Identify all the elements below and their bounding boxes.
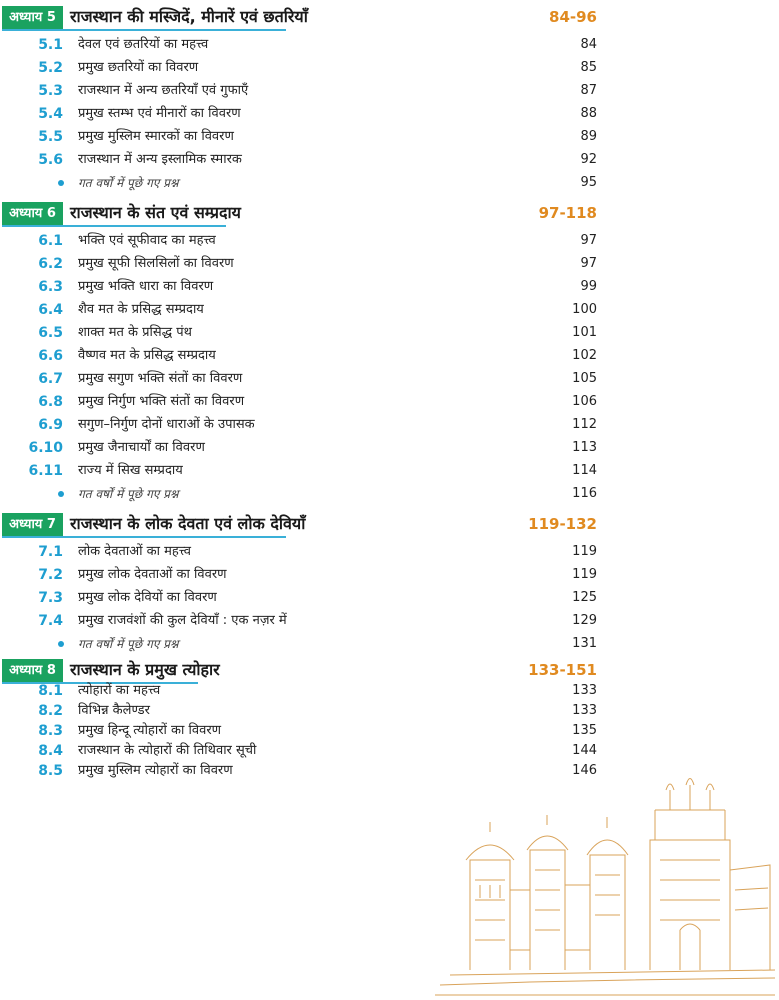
- section-number: 5.5: [38, 129, 63, 145]
- page-number: 92: [580, 152, 597, 167]
- chapter-page-range: 119-132: [528, 515, 597, 533]
- chapter-title: राजस्थान की मस्जिदें, मीनारें एवं छतरियाँ: [70, 7, 308, 26]
- bullet-icon: [58, 491, 64, 497]
- toc-entry: [0, 253, 779, 275]
- page-number: 95: [580, 175, 597, 190]
- page-number: 101: [572, 325, 597, 340]
- toc-entry: [0, 149, 779, 171]
- section-title: गत वर्षों में पूछे गए प्रश्न: [78, 176, 179, 190]
- page-number: 144: [572, 743, 597, 758]
- toc-entry: [0, 700, 779, 722]
- section-number: 7.3: [38, 590, 63, 606]
- chapter-title-underline: [2, 29, 286, 31]
- section-title: प्रमुख सगुण भक्ति संतों का विवरण: [78, 371, 243, 386]
- chapter-title: राजस्थान के प्रमुख त्योहार: [70, 660, 220, 679]
- chapter-page-range: 133-151: [528, 661, 597, 679]
- toc-entry: [0, 103, 779, 125]
- section-title: प्रमुख मुस्लिम त्योहारों का विवरण: [78, 763, 233, 778]
- section-number: 5.6: [38, 152, 63, 168]
- toc-entry: [0, 414, 779, 436]
- section-title: प्रमुख जैनाचार्यों का विवरण: [78, 440, 205, 455]
- section-number: 6.5: [38, 325, 63, 341]
- section-title: प्रमुख सूफी सिलसिलों का विवरण: [78, 256, 234, 271]
- section-number: 6.1: [38, 233, 63, 249]
- page-number: 87: [580, 83, 597, 98]
- toc-entry: [0, 610, 779, 632]
- section-number: 6.9: [38, 417, 63, 433]
- toc-entry: [0, 437, 779, 459]
- section-title: राजस्थान के त्योहारों की तिथिवार सूची: [78, 743, 257, 758]
- page-number: 131: [572, 636, 597, 651]
- toc-entry: [0, 57, 779, 79]
- toc-entry: [0, 368, 779, 390]
- section-title: राजस्थान में अन्य छतरियाँ एवं गुफाएँ: [78, 83, 249, 98]
- section-number: 8.2: [38, 703, 63, 719]
- toc-entry: [0, 322, 779, 344]
- page-number: 114: [572, 463, 597, 478]
- page-number: 133: [572, 683, 597, 698]
- chapter-header: [0, 198, 779, 228]
- section-title: देवल एवं छतरियों का महत्त्व: [78, 37, 209, 52]
- toc-entry: [0, 680, 779, 702]
- section-number: 8.1: [38, 683, 63, 699]
- page-number: 88: [580, 106, 597, 121]
- chapter-title: राजस्थान के संत एवं सम्प्रदाय: [70, 203, 241, 222]
- section-title: राजस्थान में अन्य इस्लामिक स्मारक: [78, 152, 242, 167]
- toc-entry: [0, 720, 779, 742]
- section-title: शाक्त मत के प्रसिद्ध पंथ: [78, 325, 192, 340]
- toc-entry: [0, 80, 779, 102]
- section-number: 7.2: [38, 567, 63, 583]
- page-number: 133: [572, 703, 597, 718]
- toc-entry: [0, 391, 779, 413]
- section-number: 8.3: [38, 723, 63, 739]
- section-number: 6.6: [38, 348, 63, 364]
- section-title: विभिन्न कैलेण्डर: [78, 703, 150, 718]
- toc-entry: [0, 345, 779, 367]
- page-number: 119: [572, 544, 597, 559]
- section-title: लोक देवताओं का महत्त्व: [78, 544, 192, 559]
- section-number: 7.4: [38, 613, 63, 629]
- section-title: गत वर्षों में पूछे गए प्रश्न: [78, 487, 179, 501]
- section-title: प्रमुख मुस्लिम स्मारकों का विवरण: [78, 129, 234, 144]
- toc-entry: [0, 460, 779, 482]
- toc-entry: [0, 633, 779, 655]
- toc-entry: [0, 541, 779, 563]
- section-title: प्रमुख राजवंशों की कुल देवियाँ : एक नज़र में: [78, 613, 287, 628]
- toc-entry: [0, 230, 779, 252]
- chapter-page-range: 84-96: [549, 8, 597, 26]
- section-number: 5.4: [38, 106, 63, 122]
- section-title: भक्ति एवं सूफीवाद का महत्त्व: [78, 233, 216, 248]
- bullet-icon: [58, 641, 64, 647]
- page-number: 116: [572, 486, 597, 501]
- section-number: 5.1: [38, 37, 63, 53]
- page-number: 85: [580, 60, 597, 75]
- section-title: सगुण–निर्गुण दोनों धाराओं के उपासक: [78, 417, 255, 432]
- section-title: प्रमुख हिन्दू त्योहारों का विवरण: [78, 723, 222, 738]
- section-title: प्रमुख छतरियों का विवरण: [78, 60, 199, 75]
- chapter-page-range: 97-118: [538, 204, 597, 222]
- chapter-block: [0, 198, 779, 501]
- chapter-badge: अध्याय 6: [2, 202, 63, 225]
- section-number: 6.10: [28, 440, 63, 456]
- section-title: राज्य में सिख सम्प्रदाय: [78, 463, 183, 478]
- page-number: 89: [580, 129, 597, 144]
- chapter-badge: अध्याय 8: [2, 659, 63, 682]
- toc-entry: [0, 483, 779, 505]
- section-number: 6.4: [38, 302, 63, 318]
- section-title: प्रमुख स्तम्भ एवं मीनारों का विवरण: [78, 106, 241, 121]
- chapter-title: राजस्थान के लोक देवता एवं लोक देवियाँ: [70, 514, 306, 533]
- section-number: 8.5: [38, 763, 63, 779]
- page-number: 125: [572, 590, 597, 605]
- section-number: 6.7: [38, 371, 63, 387]
- page-number: 106: [572, 394, 597, 409]
- section-number: 5.3: [38, 83, 63, 99]
- chapter-badge: अध्याय 5: [2, 6, 63, 29]
- section-title: त्योहारों का महत्त्व: [78, 683, 161, 698]
- chapter-title-underline: [2, 536, 286, 538]
- section-number: 8.4: [38, 743, 63, 759]
- section-number: 6.11: [28, 463, 63, 479]
- chapter-block: [0, 509, 779, 651]
- bullet-icon: [58, 180, 64, 186]
- toc-entry: [0, 276, 779, 298]
- toc-entry: [0, 299, 779, 321]
- chapter-header: [0, 2, 779, 32]
- section-number: 6.8: [38, 394, 63, 410]
- page-number: 84: [580, 37, 597, 52]
- section-title: प्रमुख लोक देवियों का विवरण: [78, 590, 217, 605]
- chapter-header: [0, 509, 779, 539]
- section-title: प्रमुख लोक देवताओं का विवरण: [78, 567, 227, 582]
- page-number: 119: [572, 567, 597, 582]
- fort-illustration-icon: [430, 770, 779, 1000]
- section-title: प्रमुख निर्गुण भक्ति संतों का विवरण: [78, 394, 245, 409]
- chapter-title-underline: [2, 225, 226, 227]
- section-number: 5.2: [38, 60, 63, 76]
- toc-entry: [0, 34, 779, 56]
- page-number: 146: [572, 763, 597, 778]
- toc-entry: [0, 172, 779, 194]
- chapter-block: [0, 2, 779, 190]
- page-number: 135: [572, 723, 597, 738]
- chapter-block: [0, 655, 779, 779]
- section-number: 7.1: [38, 544, 63, 560]
- page-number: 99: [580, 279, 597, 294]
- toc-entry: [0, 587, 779, 609]
- page-number: 129: [572, 613, 597, 628]
- page-number: 112: [572, 417, 597, 432]
- section-title: गत वर्षों में पूछे गए प्रश्न: [78, 637, 179, 651]
- section-number: 6.2: [38, 256, 63, 272]
- page-number: 113: [572, 440, 597, 455]
- page-number: 102: [572, 348, 597, 363]
- section-title: वैष्णव मत के प्रसिद्ध सम्प्रदाय: [78, 348, 216, 363]
- section-title: प्रमुख भक्ति धारा का विवरण: [78, 279, 214, 294]
- page-number: 97: [580, 233, 597, 248]
- toc-entry: [0, 564, 779, 586]
- page-number: 105: [572, 371, 597, 386]
- section-title: शैव मत के प्रसिद्ध सम्प्रदाय: [78, 302, 204, 317]
- page-number: 100: [572, 302, 597, 317]
- toc-entry: [0, 126, 779, 148]
- chapter-badge: अध्याय 7: [2, 513, 63, 536]
- page-number: 97: [580, 256, 597, 271]
- section-number: 6.3: [38, 279, 63, 295]
- toc-entry: [0, 740, 779, 762]
